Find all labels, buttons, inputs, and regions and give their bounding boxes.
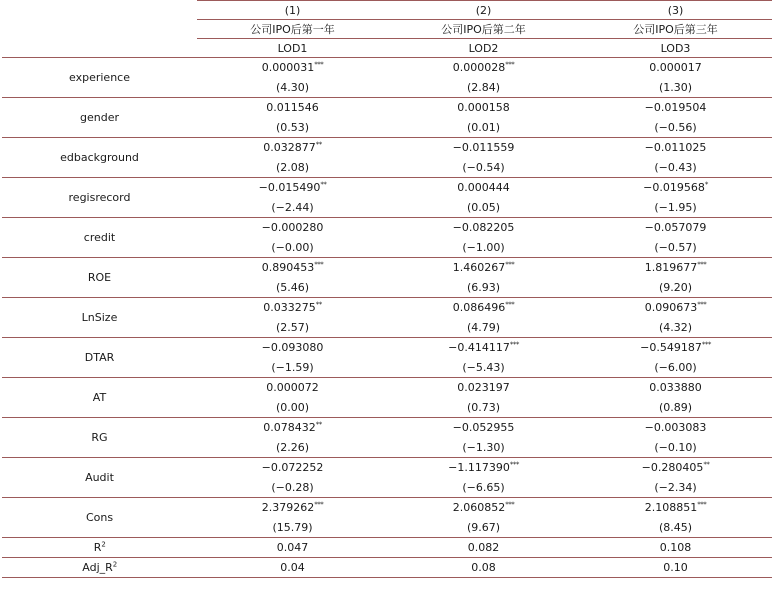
stat-row xyxy=(2,558,772,578)
variable-name: gender xyxy=(2,98,197,138)
t-statistic: (−0.57) xyxy=(579,238,772,258)
coefficient-value: 2.379262 xyxy=(261,501,315,514)
significance-stars: *** xyxy=(314,500,324,509)
t-statistic: (−2.34) xyxy=(579,478,772,498)
t-statistic: (6.93) xyxy=(388,278,579,298)
t-statistic: (0.73) xyxy=(388,398,579,418)
table-row xyxy=(2,218,772,239)
coefficient-cell xyxy=(388,298,579,319)
dependent-variable: LOD1 xyxy=(197,39,388,58)
significance-stars: ** xyxy=(315,300,322,309)
t-statistic: (−6.00) xyxy=(579,358,772,378)
coefficient-value: 0.033275 xyxy=(263,301,316,314)
stat-value: 0.04 xyxy=(197,558,388,578)
variable-name: regisrecord xyxy=(2,178,197,218)
variable-name: LnSize xyxy=(2,298,197,338)
coefficient-cell xyxy=(197,178,388,199)
significance-stars: *** xyxy=(505,300,515,309)
coefficient-cell xyxy=(197,258,388,279)
coefficient-cell xyxy=(197,378,388,399)
t-statistic: (4.79) xyxy=(388,318,579,338)
t-statistic: (−0.43) xyxy=(579,158,772,178)
variable-name: Audit xyxy=(2,458,197,498)
t-statistic: (−6.65) xyxy=(388,478,579,498)
t-statistic: (−5.43) xyxy=(388,358,579,378)
significance-stars: ** xyxy=(703,460,710,469)
coefficient-cell xyxy=(579,298,772,319)
coefficient-cell xyxy=(388,418,579,439)
coefficient-value: −0.414117 xyxy=(448,341,510,354)
coefficient-value: 0.032877 xyxy=(263,141,316,154)
t-statistic: (9.20) xyxy=(579,278,772,298)
coefficient-value: −0.011025 xyxy=(644,141,707,154)
coefficient-cell xyxy=(579,498,772,519)
variable-name: RG xyxy=(2,418,197,458)
t-statistic: (0.05) xyxy=(388,198,579,218)
t-statistic: (8.45) xyxy=(579,518,772,538)
variable-name: AT xyxy=(2,378,197,418)
coefficient-value: 0.090673 xyxy=(644,301,698,314)
coefficient-value: 1.460267 xyxy=(452,261,506,274)
coefficient-value: −0.072252 xyxy=(261,461,324,474)
coefficient-cell xyxy=(197,338,388,359)
coefficient-value: −0.003083 xyxy=(644,421,707,434)
coefficient-cell xyxy=(388,58,579,79)
header-corner xyxy=(2,1,197,20)
t-statistic: (0.00) xyxy=(197,398,388,418)
table-body xyxy=(2,58,772,578)
stat-name-base: Adj_R xyxy=(82,561,113,574)
coefficient-cell xyxy=(579,258,772,279)
stat-value: 0.10 xyxy=(579,558,772,578)
t-statistic: (−0.56) xyxy=(579,118,772,138)
table-row xyxy=(2,338,772,359)
header-row-titles xyxy=(2,20,772,39)
table-row xyxy=(2,138,772,159)
coefficient-value: 0.000072 xyxy=(266,381,319,394)
table-row xyxy=(2,258,772,279)
coefficient-value: −0.015490 xyxy=(258,181,321,194)
coefficient-value: 0.000158 xyxy=(457,101,510,114)
t-statistic: (0.89) xyxy=(579,398,772,418)
regression-table xyxy=(2,0,772,578)
coefficient-value: −0.280405 xyxy=(641,461,704,474)
coefficient-cell xyxy=(579,338,772,359)
coefficient-cell xyxy=(579,138,772,159)
coefficient-cell xyxy=(579,418,772,439)
significance-stars: ** xyxy=(315,140,322,149)
coefficient-cell xyxy=(388,138,579,159)
coefficient-value: −0.093080 xyxy=(261,341,324,354)
variable-name: ROE xyxy=(2,258,197,298)
coefficient-cell xyxy=(197,218,388,239)
significance-stars: *** xyxy=(505,260,515,269)
significance-stars: * xyxy=(704,180,708,189)
t-statistic: (15.79) xyxy=(197,518,388,538)
t-statistic: (−1.95) xyxy=(579,198,772,218)
coefficient-cell xyxy=(197,138,388,159)
coefficient-cell xyxy=(388,378,579,399)
column-number: (1) xyxy=(197,1,388,20)
coefficient-value: 2.108851 xyxy=(644,501,698,514)
coefficient-cell xyxy=(579,458,772,479)
coefficient-cell xyxy=(579,218,772,239)
coefficient-value: −0.011559 xyxy=(452,141,515,154)
stat-value: 0.108 xyxy=(579,538,772,558)
t-statistic: (5.46) xyxy=(197,278,388,298)
coefficient-value: 0.078432 xyxy=(263,421,316,434)
coefficient-value: −0.019568 xyxy=(643,181,705,194)
table-row xyxy=(2,98,772,119)
coefficient-value: 0.023197 xyxy=(457,381,510,394)
significance-stars: *** xyxy=(505,500,515,509)
header-row-numbers xyxy=(2,1,772,20)
coefficient-value: −0.549187 xyxy=(640,341,702,354)
significance-stars: *** xyxy=(697,300,707,309)
column-title: 公司IPO后第一年 xyxy=(197,20,388,39)
variable-name: Cons xyxy=(2,498,197,538)
table-row xyxy=(2,498,772,519)
t-statistic: (2.84) xyxy=(388,78,579,98)
coefficient-cell xyxy=(388,178,579,199)
coefficient-cell xyxy=(388,338,579,359)
coefficient-cell xyxy=(197,98,388,119)
stat-name xyxy=(2,538,197,558)
coefficient-value: 0.033880 xyxy=(649,381,702,394)
significance-stars: *** xyxy=(701,340,711,349)
table-row xyxy=(2,378,772,399)
coefficient-cell xyxy=(388,498,579,519)
dependent-variable: LOD2 xyxy=(388,39,579,58)
table-row xyxy=(2,458,772,479)
column-title: 公司IPO后第三年 xyxy=(579,20,772,39)
coefficient-cell xyxy=(197,298,388,319)
coefficient-cell xyxy=(197,458,388,479)
stat-name-superscript: 2 xyxy=(101,540,106,549)
t-statistic: (9.67) xyxy=(388,518,579,538)
coefficient-value: −0.057079 xyxy=(644,221,707,234)
significance-stars: ** xyxy=(320,180,327,189)
coefficient-cell xyxy=(197,58,388,79)
significance-stars: *** xyxy=(697,260,707,269)
coefficient-value: 0.000031 xyxy=(261,61,315,74)
stat-name-superscript: 2 xyxy=(112,560,117,569)
stat-name xyxy=(2,558,197,578)
t-statistic: (−0.10) xyxy=(579,438,772,458)
table-row xyxy=(2,418,772,439)
coefficient-value: 1.819677 xyxy=(644,261,698,274)
t-statistic: (−1.30) xyxy=(388,438,579,458)
coefficient-cell xyxy=(197,418,388,439)
column-number: (2) xyxy=(388,1,579,20)
variable-name: experience xyxy=(2,58,197,98)
t-statistic: (−0.28) xyxy=(197,478,388,498)
significance-stars: *** xyxy=(314,260,324,269)
coefficient-value: −0.082205 xyxy=(452,221,515,234)
coefficient-value: −1.117390 xyxy=(448,461,510,474)
coefficient-value: 0.086496 xyxy=(452,301,506,314)
significance-stars: *** xyxy=(697,500,707,509)
t-statistic: (4.32) xyxy=(579,318,772,338)
table-row xyxy=(2,178,772,199)
stat-value: 0.047 xyxy=(197,538,388,558)
significance-stars: *** xyxy=(509,460,519,469)
variable-name: DTAR xyxy=(2,338,197,378)
coefficient-value: −0.019504 xyxy=(644,101,707,114)
column-title: 公司IPO后第二年 xyxy=(388,20,579,39)
coefficient-cell xyxy=(388,218,579,239)
coefficient-value: −0.000280 xyxy=(261,221,324,234)
significance-stars: *** xyxy=(509,340,519,349)
coefficient-cell xyxy=(579,58,772,79)
coefficient-value: 2.060852 xyxy=(452,501,506,514)
coefficient-value: 0.000028 xyxy=(452,61,506,74)
significance-stars: ** xyxy=(315,420,322,429)
t-statistic: (−1.00) xyxy=(388,238,579,258)
t-statistic: (−2.44) xyxy=(197,198,388,218)
t-statistic: (−0.54) xyxy=(388,158,579,178)
t-statistic: (1.30) xyxy=(579,78,772,98)
coefficient-cell xyxy=(579,378,772,399)
coefficient-value: 0.011546 xyxy=(266,101,319,114)
variable-name: edbackground xyxy=(2,138,197,178)
coefficient-value: 0.890453 xyxy=(261,261,315,274)
t-statistic: (−0.00) xyxy=(197,238,388,258)
t-statistic: (4.30) xyxy=(197,78,388,98)
significance-stars: *** xyxy=(314,60,324,69)
coefficient-value: −0.052955 xyxy=(452,421,515,434)
coefficient-value: 0.000444 xyxy=(457,181,510,194)
stat-name-base: R xyxy=(93,541,102,554)
t-statistic: (0.01) xyxy=(388,118,579,138)
coefficient-cell xyxy=(579,98,772,119)
table-row xyxy=(2,298,772,319)
stat-value: 0.08 xyxy=(388,558,579,578)
coefficient-cell xyxy=(579,178,772,199)
coefficient-cell xyxy=(197,498,388,519)
dependent-variable: LOD3 xyxy=(579,39,772,58)
t-statistic: (2.08) xyxy=(197,158,388,178)
t-statistic: (−1.59) xyxy=(197,358,388,378)
coefficient-cell xyxy=(388,258,579,279)
table-row xyxy=(2,58,772,79)
t-statistic: (2.26) xyxy=(197,438,388,458)
t-statistic: (0.53) xyxy=(197,118,388,138)
coefficient-cell xyxy=(388,458,579,479)
variable-name: credit xyxy=(2,218,197,258)
header-row-dependent xyxy=(2,39,772,58)
stat-row xyxy=(2,538,772,558)
significance-stars: *** xyxy=(505,60,515,69)
coefficient-cell xyxy=(388,98,579,119)
t-statistic: (2.57) xyxy=(197,318,388,338)
coefficient-value: 0.000017 xyxy=(649,61,702,74)
stat-value: 0.082 xyxy=(388,538,579,558)
column-number: (3) xyxy=(579,1,772,20)
